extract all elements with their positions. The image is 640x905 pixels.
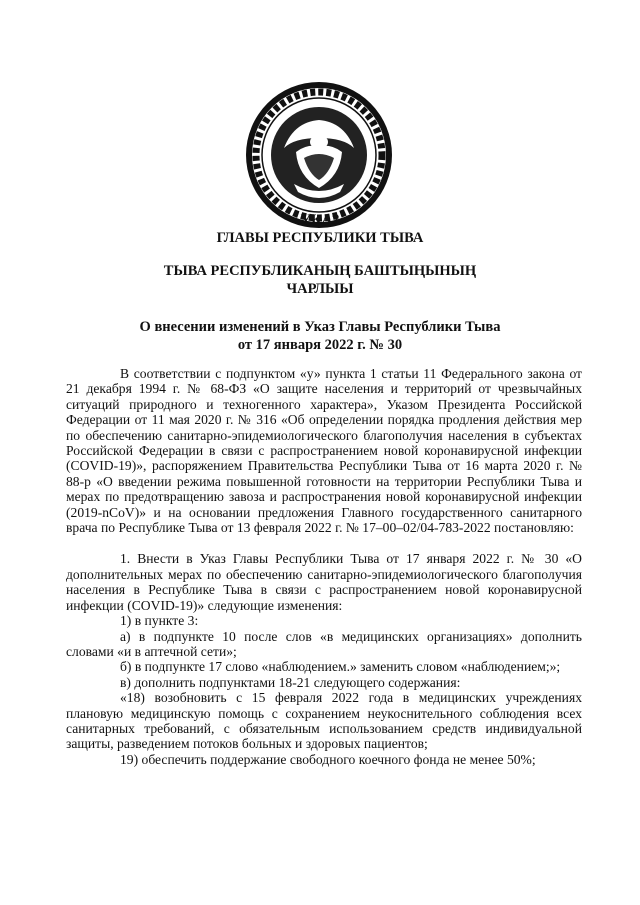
emblem-image	[244, 80, 394, 230]
decree-body	[66, 366, 582, 767]
decree-subject-2: от 17 января 2022 г. № 30	[237, 337, 403, 353]
subclause-v-paragraph: в) дополнить подпунктами 18-21 следующего содержания:	[120, 674, 461, 690]
decree-title	[60, 211, 580, 247]
subclause-b-paragraph: б) в подпункте 17 слово «наблюдением.» заменить словом «наблюдением;»;	[120, 659, 561, 675]
subclause-a-paragraph: а) в подпункте 10 после слов «в медицинских организациях» дополнить словами «и в аптечной сети»;	[66, 628, 582, 659]
decree-subject-1: О внесении изменений в Указ Главы Республики Тыва	[139, 319, 501, 335]
decree-title-tyv	[60, 262, 580, 298]
item-19-paragraph: 19) обеспечить поддержание свободного коечного фонда не менее 50%;	[120, 751, 536, 767]
clause-1-paragraph: 1. Внести в Указ Главы Республики Тыва от 17 января 2022 г. № 30 «О дополнительных мерах по обеспечению санитарно-эпидемиологического благополучия населения в Республике Тыва в связи с распространением новой коронавирусной инфекции (COVID-19)» следующие изменения:	[66, 551, 582, 613]
decree-title-ru-2: ГЛАВЫ РЕСПУБЛИКИ ТЫВА	[216, 230, 424, 246]
subclause-1-paragraph: 1) в пункте 3:	[120, 613, 199, 629]
preamble-paragraph: В соответствии с подпунктом «у» пункта 1 статьи 11 Федерального закона от 21 декабря 1994 г. № 68-ФЗ «О защите населения и территорий от чрезвычайных ситуаций природного и техногенного характера», Указом Президента Российской Федерации от 11 мая 2020 г. № 316 «Об определении порядка продления действия мер по обеспечению санитарно-эпидемиологического благополучия населения в субъектах Российской Федерации в связи с распространением новой коронавирусной инфекции (COVID-19)», распоряжением Правительства Республики Тыва от 16 марта 2020 г. № 88-р «О введении режима повышенной готовности на территории Республики Тыва и мерах по предотвращению завоза и распространения новой коронавирусной инфекции (2019-nCoV)» и на основании предложения Главного государственного санитарного врача по Республике Тыва от 13 февраля 2022 г. № 17–00–02/04-783-2022 постановляю:	[66, 366, 582, 536]
decree-title-tyv-2: ЧАРЛЫЫ	[286, 281, 354, 297]
item-18-paragraph: «18) возобновить с 15 февраля 2022 года в медицинских учреждениях плановую медицинскую помощь с сохранением неукоснительного соблюдения всех санитарных требований, с обязательным использованием средств индивидуальной защиты, разведением потоков больных и здоровых пациентов;	[66, 690, 582, 752]
decree-title-tyv-1: ТЫВА РЕСПУБЛИКАНЫҢ БАШТЫҢЫНЫҢ	[163, 263, 477, 279]
decree-title-ru-1: УКАЗ	[300, 212, 340, 228]
decree-subject	[60, 318, 580, 354]
